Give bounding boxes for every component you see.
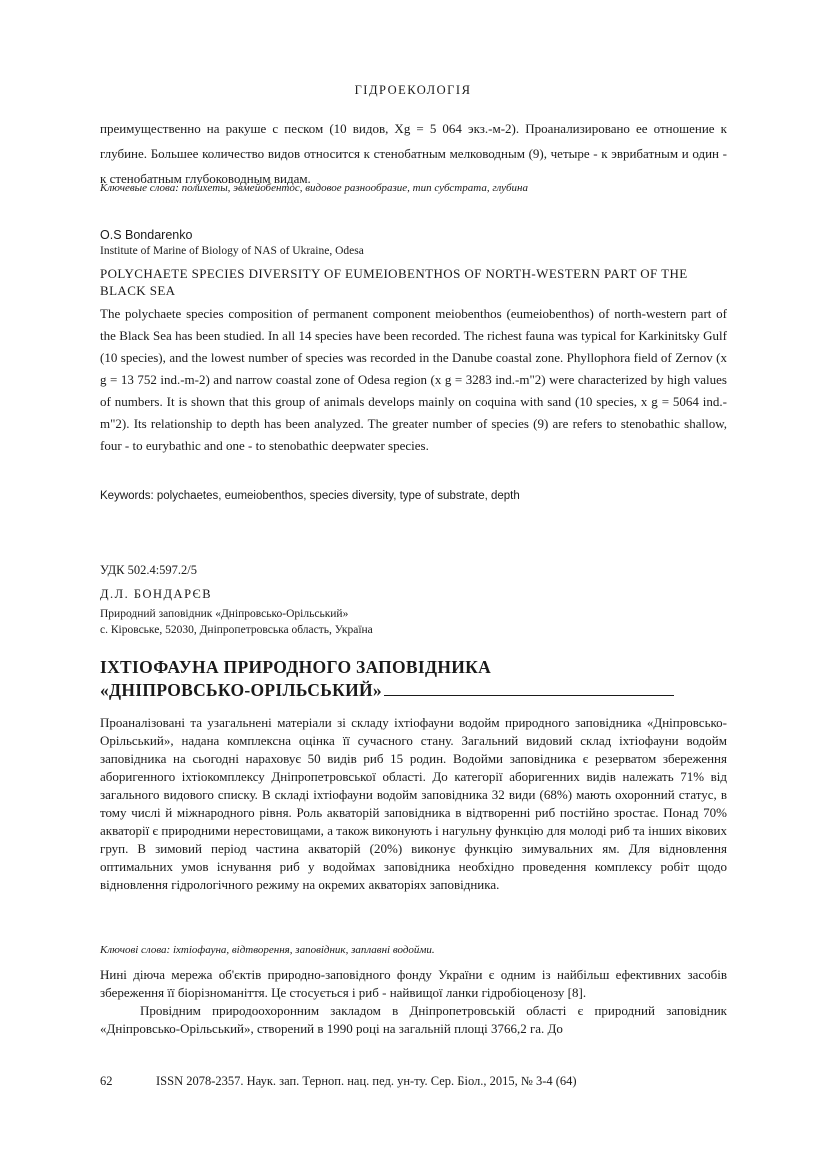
en-keywords: Keywords: polychaetes, eumeiobenthos, species diversity, type of substrate, depth (100, 490, 520, 502)
en-article-title: POLYCHAETE SPECIES DIVERSITY OF EUMEIOBENTHOS OF NORTH-WESTERN PART OF THE BLACK SEA (100, 266, 688, 298)
ua-institution-address: с. Кіровське, 52030, Дніпропетровська область, Україна (100, 624, 373, 636)
ua-article-title (100, 656, 740, 702)
ua-body-paragraph-2: Провідним природоохоронним закладом в Дніпропетровській області є природний заповідник «Дніпровсько-Орільський», створений в 1990 році на загальній площі 3766,2 га. До (100, 1003, 727, 1036)
ru-abstract-tail: преимущественно на ракуше с песком (10 видов, Xg = 5 064 экз.-м-2). Проанализировано ее отношение к глубине. Большее количество видов относится к стенобатным мелководным (9), четыре - к эврибатным и один - к стенобатным глубоководным видам. (100, 121, 727, 186)
title-underline (384, 693, 674, 696)
ua-institution-name: Природний заповідник «Дніпровсько-Орільський» (100, 608, 349, 620)
ua-keywords: Ключові слова: іхтіофауна, відтворення, заповідник, заплавні водойми. (100, 944, 435, 956)
ua-body (100, 966, 727, 1038)
ua-title-line2-wrap (100, 679, 740, 702)
journal-citation: ISSN 2078-2357. Наук. зап. Терноп. нац. пед. ун-ту. Сер. Біол., 2015, № 3-4 (64) (156, 1074, 577, 1088)
udc-code: УДК 502.4:597.2/5 (100, 563, 198, 577)
ru-keywords: Ключевые слова: полихеты, эвмейобентос, видовое разнообразие, тип субстрата, глубина (100, 182, 528, 194)
ua-body-paragraph-1: Нині діюча мережа об'єктів природно-заповідного фонду України є одним із найбільш ефективних засобів збереження її біорізноманіття. Це стосується і риб - найвищої ланки гідробіоценозу [8]. (100, 967, 727, 1000)
running-header: ГІДРОЕКОЛОГІЯ (354, 83, 472, 97)
ua-title-line2: «ДНІПРОВСЬКО-ОРІЛЬСЬКИЙ» (100, 680, 382, 700)
ua-institution (100, 606, 373, 638)
en-institution: Institute of Marine of Biology of NAS of Ukraine, Odesa (100, 245, 364, 257)
en-author: O.S Bondarenko (100, 228, 193, 242)
page-footer (100, 1074, 727, 1089)
ua-title-line1: ІХТІОФАУНА ПРИРОДНОГО ЗАПОВІДНИКА (100, 657, 492, 677)
ua-author: Д.Л. БОНДАРЄВ (100, 587, 213, 601)
ua-abstract: Проаналізовані та узагальнені матеріали зі складу іхтіофауни водойм природного заповідника «Дніпровсько-Орільський», надана комплексна оцінка її сучасного стану. Загальний видовий склад іхтіофауни водойм заповідника на сьогодні нараховує 50 видів риб 15 родин. Водойми заповідника є резерватом збереження аборигенного іхтіокомплексу Дніпропетровської області. До категорії аборигенних видів належать 71% від загального видового списку. В складі іхтіофауни водойм заповідника 32 види (68%) мають охоронний статус, в тому числі й міжнародного рівня. Роль акваторій заповідника в відтворенні риб постійно зростає. Понад 70% акваторії є природними нерестовищами, а також виконують і нагульну функцію для молоді риб та інших вікових груп. В зимовий період частина акваторій (20%) виконує функцію зимувальних ям. Для відновлення оптимальних умов існування риб у водоймах заповідника необхідно проведення комплексу робіт щодо відновлення гідрологічного режиму на окремих акваторіях заповідника. (100, 715, 727, 892)
en-abstract: The polychaete species composition of permanent component meiobenthos (eumeiobenthos) of north-western part of the Black Sea has been studied. In all 14 species have been recorded. The richest fauna was typical for Karkinitsky Gulf (10 species), and the lowest number of species was recorded in the Danube coastal zone. Phyllophora field of Zernov (x g = 13 752 ind.-m-2) and narrow coastal zone of Odesa region (x g = 3283 ind.-m"2) were characterized by high values of numbers. It is shown that this group of animals develops mainly on coquina with sand (10 species, x g = 5064 ind.-m"2). Its relationship to depth has been analyzed. The greater number of species (9) are refers to stenobathic shallow, four - to eurybathic and one - to stenobathic deepwater species. (100, 306, 727, 453)
page-number: 62 (100, 1074, 113, 1088)
